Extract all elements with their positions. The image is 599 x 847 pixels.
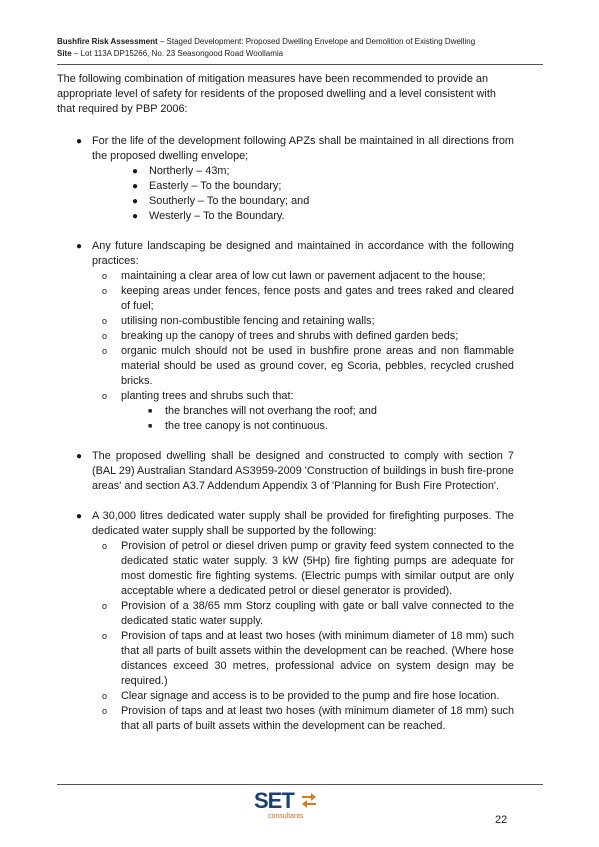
circle-bullet-icon: o	[102, 316, 108, 326]
circle-bullet-icon: o	[102, 601, 108, 611]
intro-paragraph: The following combination of mitigation measures have been recommended to provide an appropriate level of safety for residents of the proposed dwelling and a level consistent with that required by PBP 2006:	[57, 73, 496, 115]
list-item-text: Provision of petrol or diesel driven pump or gravity feed system connected to the dedicated static water supply. 3 kW (5Hp) fire fighting pumps are adequate for most domestic fire fighting systems. (Electric pumps with similar output are only acceptable where a dedicated petrol or diesel generator is provided).	[121, 540, 514, 597]
list-item-text: Provision of taps and at least two hoses (with minimum diameter of 18 mm) such that all parts of built assets within the development can be reached. (Where hose distances exceed 30 metres, professional advice on system design may be required.)	[121, 630, 514, 687]
list-item	[57, 704, 514, 734]
circle-bullet-icon: o	[102, 706, 108, 716]
list-item-text: utilising non-combustible fencing and retaining walls;	[121, 315, 375, 327]
header-line-2	[57, 48, 537, 60]
circle-bullet-icon: o	[102, 331, 108, 341]
circle-bullet-icon: o	[102, 541, 108, 551]
bullet-landscaping	[57, 239, 514, 269]
circle-bullet-icon: o	[102, 346, 108, 356]
bullet-apz	[57, 134, 514, 164]
logo-subtitle: consultants	[268, 813, 304, 820]
header-site-address: – Lot 113A DP15266, No. 23 Seasongood Road Woollamia	[71, 49, 284, 58]
bullet-text: For the life of the development following APZs shall be maintained in all directions from the proposed dwelling envelope;	[92, 135, 514, 162]
list-item	[57, 209, 514, 224]
list-item-text: Clear signage and access is to be provided to the pump and fire hose location.	[121, 690, 500, 702]
footer-divider	[57, 784, 543, 785]
list-item-text: Provision of a 38/65 mm Storz coupling with gate or ball valve connected to the dedicated static water supply.	[121, 600, 514, 627]
header-divider	[57, 64, 543, 65]
page-number: 22	[495, 814, 508, 826]
list-item	[57, 689, 514, 704]
bullet-icon: ●	[132, 211, 139, 222]
header-site-label: Site	[57, 49, 72, 58]
list-item	[57, 314, 514, 329]
bullet-icon: ●	[76, 136, 83, 147]
header-line-1	[57, 36, 537, 48]
bullet-water-supply	[57, 509, 514, 539]
bullet-text: Any future landscaping be designed and maintained in accordance with the following practices:	[92, 240, 514, 267]
list-item	[57, 419, 514, 434]
water-supply-list	[57, 539, 514, 734]
planting-list	[57, 404, 514, 434]
list-item-text: planting trees and shrubs such that:	[121, 390, 294, 402]
list-item-text: Easterly – To the boundary;	[149, 180, 282, 192]
circle-bullet-icon: o	[102, 691, 108, 701]
bullet-text: The proposed dwelling shall be designed and constructed to comply with section 7 (BAL 29) Australian Standard AS3959-2009 'Construction of buildings in bush fire-prone areas' and section A3.7 Addendum Appendix 3 of 'Planning for Bush Fire Protection'.	[92, 450, 514, 492]
circle-bullet-icon: o	[102, 631, 108, 641]
list-item	[57, 344, 514, 389]
list-item	[57, 599, 514, 629]
square-bullet-icon: ■	[148, 423, 153, 430]
list-item	[57, 179, 514, 194]
bullet-icon: ●	[132, 166, 139, 177]
document-body	[57, 72, 514, 734]
bullet-icon: ●	[76, 451, 83, 462]
list-item	[57, 194, 514, 209]
list-item	[57, 389, 514, 404]
list-item-text: Southerly – To the boundary; and	[149, 195, 310, 207]
bullet-icon: ●	[76, 241, 83, 252]
landscaping-list	[57, 269, 514, 404]
bullet-text: A 30,000 litres dedicated water supply shall be provided for firefighting purposes. The dedicated water supply shall be supported by the following:	[92, 510, 514, 537]
logo-wordmark: SET	[254, 788, 294, 813]
list-item-text: Northerly – 43m;	[149, 165, 230, 177]
square-bullet-icon: ■	[148, 408, 153, 415]
bullet-icon: ●	[132, 181, 139, 192]
list-item	[57, 404, 514, 419]
circle-bullet-icon: o	[102, 271, 108, 281]
page-header	[57, 36, 537, 60]
list-item-text: Provision of taps and at least two hoses (with minimum diameter of 18 mm) such that all parts of built assets within the development can be reached.	[121, 705, 514, 732]
list-item	[57, 329, 514, 344]
circle-bullet-icon: o	[102, 286, 108, 296]
apz-list	[57, 164, 514, 224]
list-item-text: maintaining a clear area of low cut lawn or pavement adjacent to the house;	[121, 270, 486, 282]
list-item	[57, 284, 514, 314]
bullet-icon: ●	[76, 511, 83, 522]
list-item	[57, 629, 514, 689]
logo-arrows-icon	[300, 791, 318, 809]
list-item-text: breaking up the canopy of trees and shrubs with defined garden beds;	[121, 330, 459, 342]
list-item	[57, 164, 514, 179]
list-item-text: keeping areas under fences, fence posts and gates and trees raked and cleared of fuel;	[121, 285, 514, 312]
bullet-icon: ●	[132, 196, 139, 207]
circle-bullet-icon: o	[102, 391, 108, 401]
bullet-construction	[57, 449, 514, 494]
header-subtitle: – Staged Development: Proposed Dwelling Envelope and Demolition of Existing Dwelling	[157, 37, 476, 46]
list-item-text: the tree canopy is not continuous.	[165, 420, 328, 432]
list-item-text: organic mulch should not be used in bushfire prone areas and non flammable material should be used as ground cover, eg Scoria, pebbles, recycled crushed bricks.	[121, 345, 514, 387]
list-item-text: Westerly – To the Boundary.	[149, 210, 285, 222]
list-item	[57, 269, 514, 284]
list-item-text: the branches will not overhang the roof; and	[165, 405, 377, 417]
header-title: Bushfire Risk Assessment	[57, 37, 158, 46]
set-consultants-logo	[254, 788, 324, 824]
list-item	[57, 539, 514, 599]
